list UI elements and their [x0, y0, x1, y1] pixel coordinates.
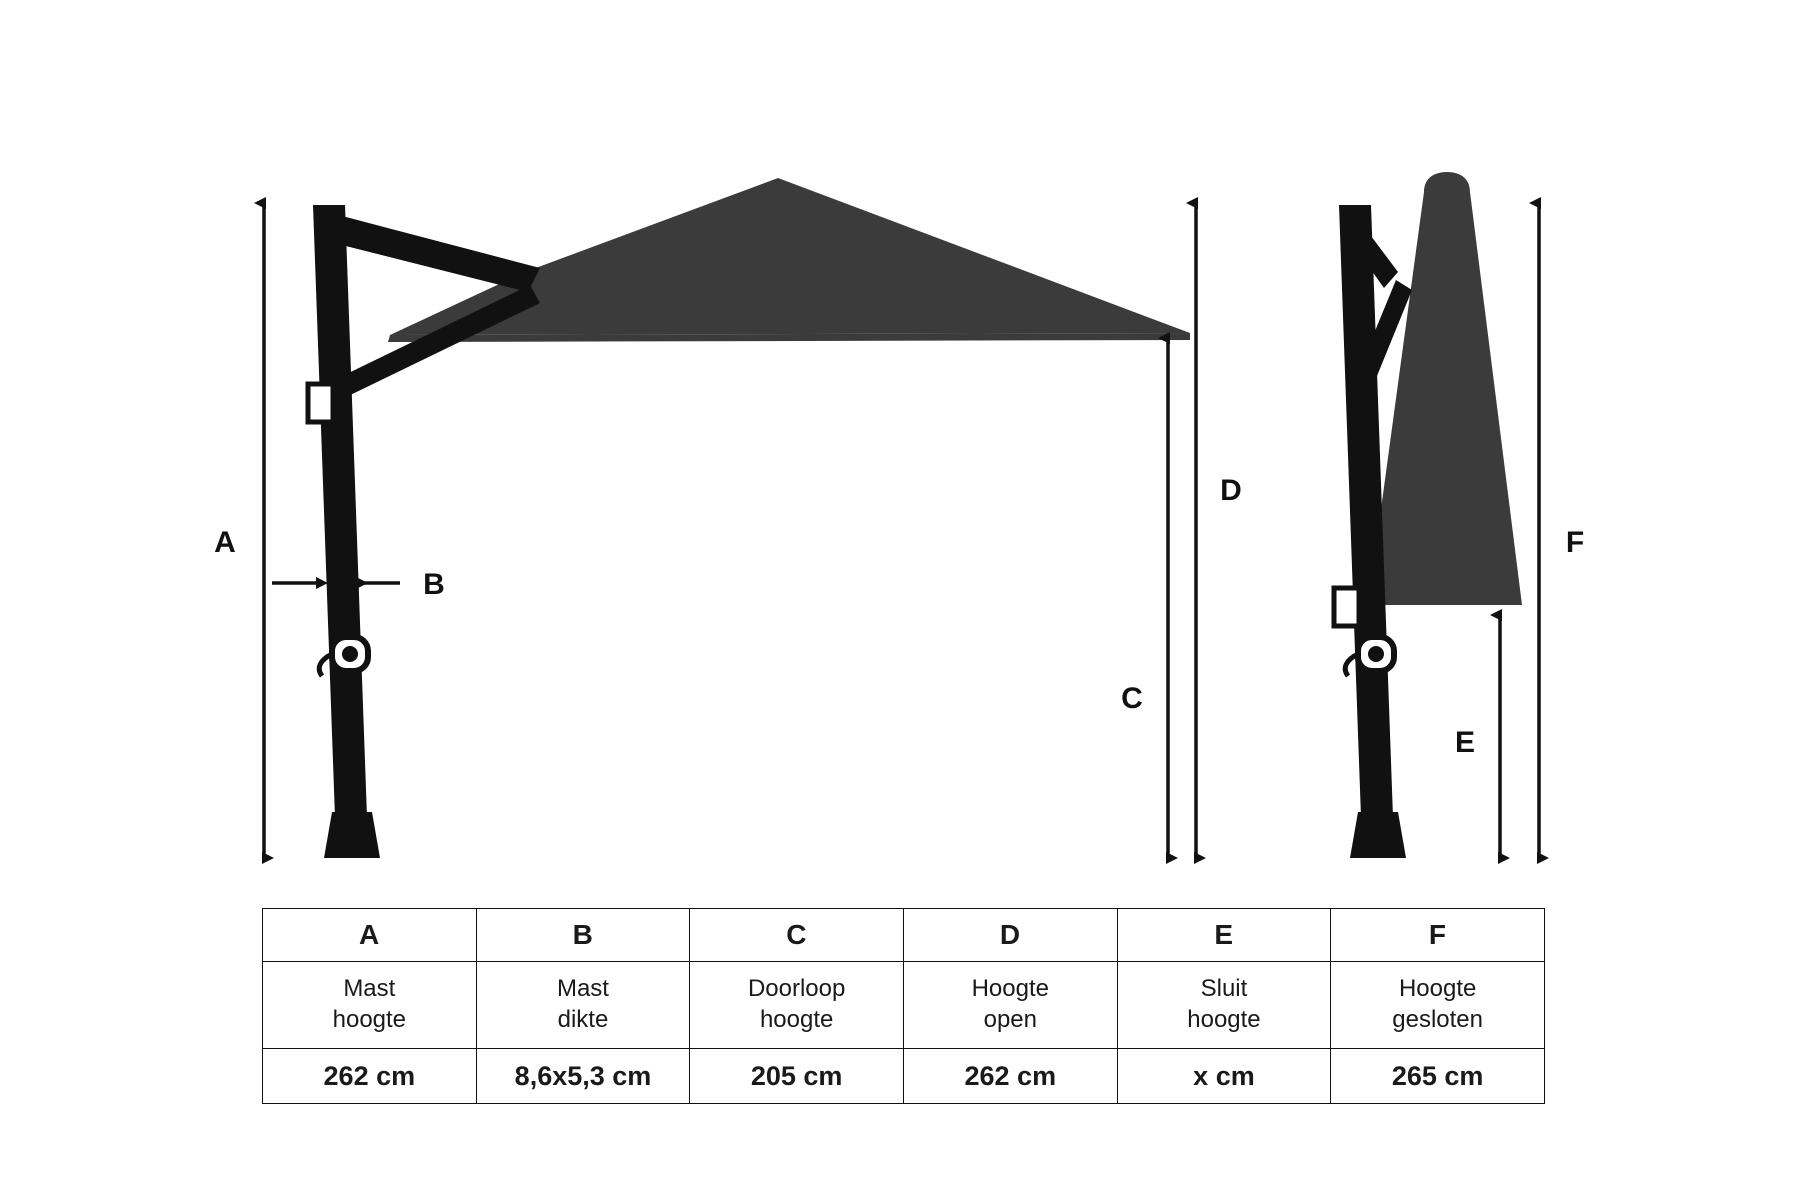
dimension-label-d: D [1220, 474, 1242, 507]
table-cell-value-b: 8,6x5,3 cm [476, 1049, 690, 1104]
table-cell-letter-d: D [903, 909, 1117, 962]
table-cell-value-d: 262 cm [903, 1049, 1117, 1104]
table-cell-letter-b: B [476, 909, 690, 962]
mast-base-closed [1350, 812, 1406, 858]
canopy-closed-shape [1368, 172, 1522, 605]
table-cell-name-d [903, 962, 1117, 1049]
name-line-2: hoogte [1187, 1006, 1261, 1033]
table-cell-name-e [1117, 962, 1331, 1049]
table-cell-name-a [263, 962, 477, 1049]
table-cell-letter-c: C [690, 909, 904, 962]
support-strut [330, 285, 540, 400]
name-line-2: hoogte [332, 1006, 407, 1033]
table-row-names [263, 962, 1545, 1049]
table-cell-name-b [476, 962, 690, 1049]
crank-handle-closed [1345, 637, 1394, 676]
open-umbrella-view [214, 178, 1242, 858]
name-line-2: open [983, 1006, 1037, 1033]
table-cell-name-f [1331, 962, 1545, 1049]
table-cell-letter-e: E [1117, 909, 1331, 962]
table-cell-value-c: 205 cm [690, 1049, 904, 1104]
table-row-letters [263, 909, 1545, 962]
name-line-1: Hoogte [971, 975, 1049, 1003]
dimension-label-a: A [214, 526, 236, 559]
name-line-2: gesloten [1392, 1006, 1484, 1033]
name-line-2: dikte [557, 1006, 609, 1033]
support-arm [322, 212, 540, 292]
name-line-1: Sluit [1200, 975, 1248, 1003]
table-cell-value-f: 265 cm [1331, 1049, 1545, 1104]
mast-pole [313, 205, 368, 845]
table-row-values [263, 1049, 1545, 1104]
table-cell-name-c [690, 962, 904, 1049]
name-line-1: Hoogte [1398, 975, 1477, 1003]
dimension-label-b: B [423, 568, 445, 601]
table-cell-letter-f: F [1331, 909, 1545, 962]
mast-base [324, 812, 380, 858]
mast-bracket [308, 384, 333, 422]
crank-handle [319, 637, 368, 676]
dimension-label-f: F [1565, 526, 1585, 559]
mast-bracket-closed [1334, 588, 1359, 626]
closed-umbrella-view [1334, 172, 1584, 858]
name-line-2: hoogte [759, 1006, 834, 1033]
name-line-1: Mast [556, 975, 609, 1003]
dimension-label-e: E [1454, 726, 1476, 759]
table-cell-letter-a: A [263, 909, 477, 962]
name-line-1: Doorloop [747, 975, 846, 1003]
table-cell-value-a: 262 cm [263, 1049, 477, 1104]
specification-table [262, 908, 1545, 1104]
name-line-1: Mast [343, 975, 396, 1003]
table-cell-value-e: x cm [1117, 1049, 1331, 1104]
dimension-label-c: C [1121, 682, 1143, 715]
